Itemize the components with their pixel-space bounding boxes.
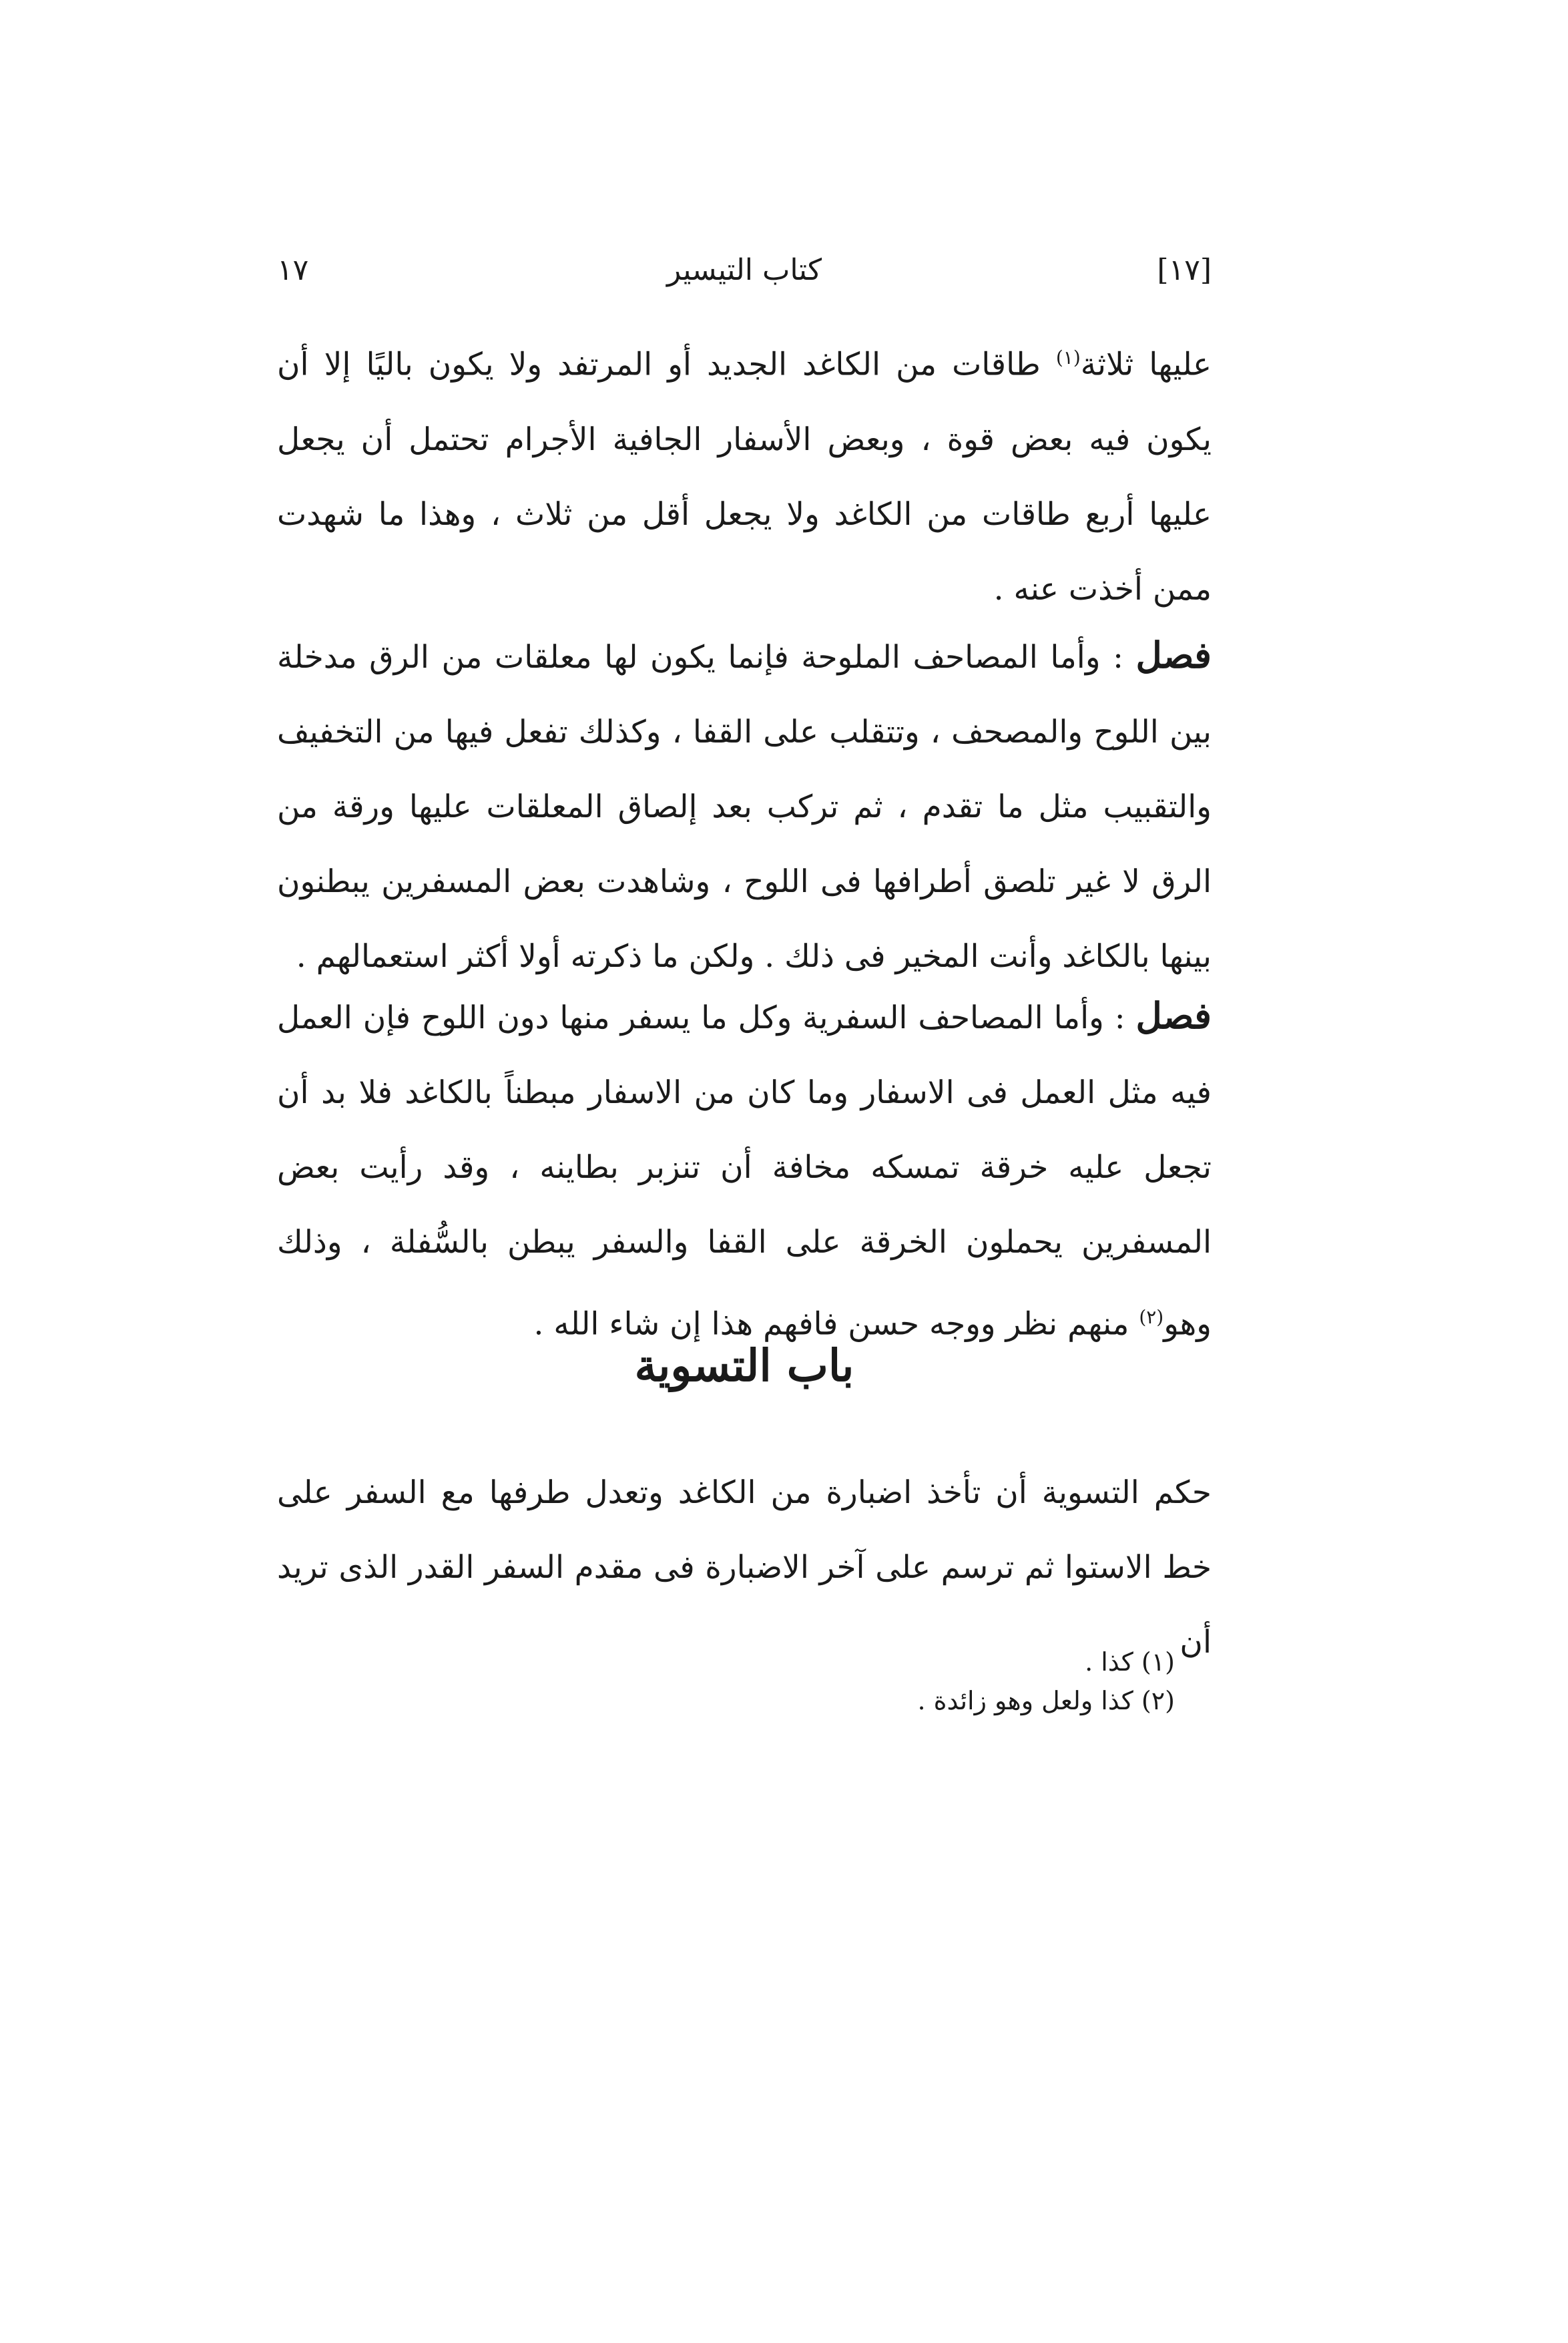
footnote-ref-2: (٢) — [1139, 1306, 1164, 1328]
paragraph-4-text: حكم التسوية أن تأخذ اضبارة من الكاغد وتعدل طرفها مع السفر على خط الاستوا ثم ترسم على آخر الاضبارة فى مقدم السفر القدر الذى تريد أن — [277, 1474, 1212, 1661]
paragraph-2 — [277, 618, 1212, 994]
paragraph-3 — [277, 978, 1212, 1362]
running-title: كتاب التيسير — [666, 253, 822, 287]
fasl-heading-word: فصل — [1135, 634, 1212, 676]
paragraph-1 — [277, 321, 1212, 627]
footnote-ref-1: (١) — [1055, 347, 1081, 369]
paragraph-1-text — [277, 321, 1212, 627]
paragraph-3-text-b: منهم نظر ووجه حسن فافهم هذا إن شاء الله . — [533, 1305, 1139, 1343]
page-number-left: ١٧ — [277, 253, 309, 287]
section-heading: باب التسوية — [634, 1339, 854, 1392]
paragraph-3-text — [277, 978, 1212, 1362]
fasl-heading-word: فصل — [1135, 994, 1212, 1037]
paragraph-1-text-b: طاقات من الكاغد الجديد أو المرتفد ولا يكون باليًا إلا أن يكون فيه بعض قوة ، وبعض الأسفار الجافية الأجرام تحتمل أن يجعل عليها أربع طاقات من الكاغد ولا يجعل أقل من ثلاث ، وهذا ما شهدت ممن أخذت عنه . — [277, 346, 1212, 608]
page-header — [277, 247, 1212, 294]
paragraph-3-text-a: : وأما المصاحف السفرية وكل ما يسفر منها دون اللوح فإن العمل فيه مثل العمل فى الاسفار وما كان من الاسفار مبطناً بالكاغد فلا بد أن تجعل عليه خرقة تمسكه مخافة أن تنزبر بطاينه ، وقد رأيت بعض المسفرين يحملون الخرقة على القفا والسفر يبطن بالسُّفلة ، وذلك وهو — [277, 1000, 1212, 1343]
paragraph-2-text — [277, 618, 1212, 994]
footnote-2: (٢) كذا ولعل وهو زائدة . — [917, 1686, 1175, 1715]
page-number-right: [١٧] — [1157, 253, 1212, 287]
paragraph-2-body: : وأما المصاحف الملوحة فإنما يكون لها معلقات من الرق مدخلة بين اللوح والمصحف ، وتتقلب على القفا ، وكذلك تفعل فيها من التخفيف والتقبيب مثل ما تقدم ، ثم تركب بعد إلصاق المعلقات عليها ورقة من الرق لا غير تلصق أطرافها فى اللوح ، وشاهدت بعض المسفرين يبطنون بينها بالكاغد وأنت المخير فى ذلك . ولكن ما ذكرته أولا أكثر استعمالهم . — [277, 639, 1212, 975]
footnote-1: (١) كذا . — [1085, 1647, 1175, 1677]
paragraph-1-text-a: عليها ثلاثة — [1080, 346, 1212, 383]
footnotes — [277, 1643, 1175, 1720]
